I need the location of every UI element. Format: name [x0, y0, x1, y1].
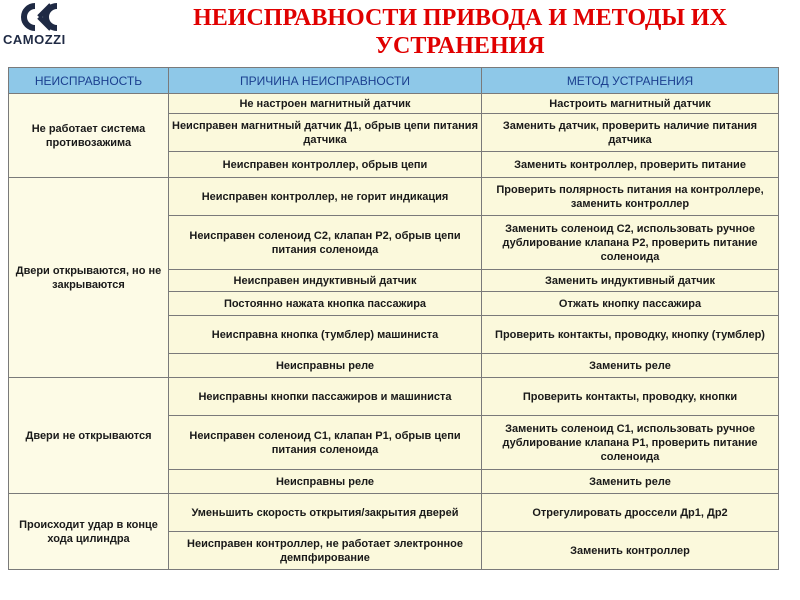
table-row	[9, 494, 779, 532]
camozzi-logo	[3, 2, 87, 52]
method-cell: Отжать кнопку пассажира	[482, 292, 779, 316]
method-cell: Заменить соленоид С2, использовать ручное дублирование клапана Р2, проверить питание соленоида	[482, 216, 779, 270]
fault-cell: Двери не открываются	[9, 378, 169, 494]
method-cell: Проверить контакты, проводку, кнопку (тумблер)	[482, 316, 779, 354]
cause-cell: Неисправны кнопки пассажиров и машиниста	[169, 378, 482, 416]
method-cell: Проверить контакты, проводку, кнопки	[482, 378, 779, 416]
cause-cell: Неисправны реле	[169, 354, 482, 378]
cause-cell: Постоянно нажата кнопка пассажира	[169, 292, 482, 316]
cause-cell: Неисправны реле	[169, 470, 482, 494]
table-row	[9, 94, 779, 114]
method-cell: Заменить контроллер, проверить питание	[482, 152, 779, 178]
method-cell: Заменить контроллер	[482, 532, 779, 570]
method-cell: Заменить реле	[482, 470, 779, 494]
cause-cell: Неисправен контроллер, обрыв цепи	[169, 152, 482, 178]
method-cell: Заменить датчик, проверить наличие питания датчика	[482, 114, 779, 152]
table-row	[9, 378, 779, 416]
cause-cell: Неисправна кнопка (тумблер) машиниста	[169, 316, 482, 354]
method-cell: Проверить полярность питания на контроллере, заменить контроллер	[482, 178, 779, 216]
cause-cell: Неисправен индуктивный датчик	[169, 270, 482, 292]
fault-cell: Происходит удар в конце хода цилиндра	[9, 494, 169, 570]
header-method: МЕТОД УСТРАНЕНИЯ	[482, 68, 779, 94]
cause-cell: Уменьшить скорость открытия/закрытия дверей	[169, 494, 482, 532]
method-cell: Настроить магнитный датчик	[482, 94, 779, 114]
table-row	[9, 178, 779, 216]
camozzi-logo-mark-icon	[13, 2, 65, 32]
cause-cell: Неисправен контроллер, не горит индикация	[169, 178, 482, 216]
method-cell: Заменить соленоид С1, использовать ручное дублирование клапана Р1, проверить питание соленоида	[482, 416, 779, 470]
cause-cell: Неисправен контроллер, не работает электронное демпфирование	[169, 532, 482, 570]
logo-text: CAMOZZI	[3, 32, 66, 47]
method-cell: Заменить реле	[482, 354, 779, 378]
fault-cell: Не работает система противозажима	[9, 94, 169, 178]
header-fault: НЕИСПРАВНОСТЬ	[9, 68, 169, 94]
cause-cell: Неисправен соленоид С1, клапан Р1, обрыв цепи питания соленоида	[169, 416, 482, 470]
cause-cell: Не настроен магнитный датчик	[169, 94, 482, 114]
table-header-row	[9, 68, 779, 94]
cause-cell: Неисправен магнитный датчик Д1, обрыв цепи питания датчика	[169, 114, 482, 152]
method-cell: Отрегулировать дроссели Др1, Др2	[482, 494, 779, 532]
page-title: НЕИСПРАВНОСТИ ПРИВОДА И МЕТОДЫ ИХ УСТРАНЕНИЯ	[193, 5, 727, 59]
faults-table	[8, 67, 779, 570]
cause-cell: Неисправен соленоид С2, клапан Р2, обрыв цепи питания соленоида	[169, 216, 482, 270]
method-cell: Заменить индуктивный датчик	[482, 270, 779, 292]
fault-cell: Двери открываются, но не закрываются	[9, 178, 169, 378]
header-cause: ПРИЧИНА НЕИСПРАВНОСТИ	[169, 68, 482, 94]
